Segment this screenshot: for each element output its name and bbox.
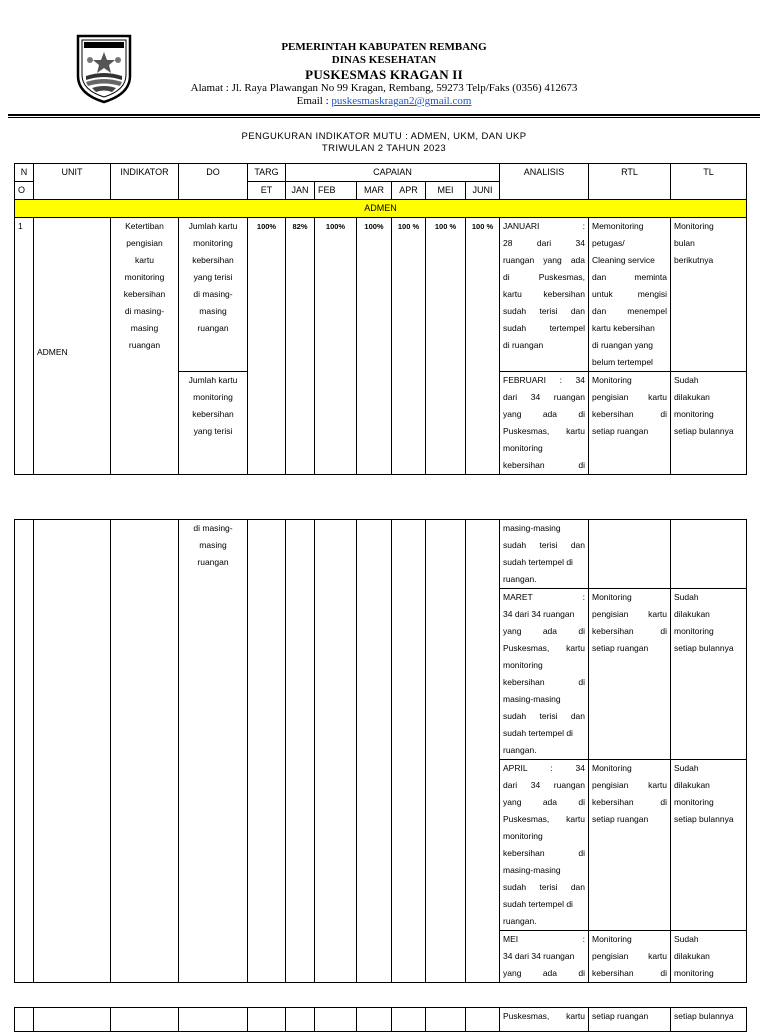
analisis-maret (500, 589, 589, 760)
header-capaian: CAPAIAN (286, 164, 500, 182)
header-do: DO (179, 164, 248, 200)
rtl-line: Monitoring (592, 934, 632, 944)
analisis-line: masing-masing (503, 694, 561, 704)
tl-line: monitoring (674, 626, 714, 636)
analisis-line: ruangan. (503, 916, 537, 926)
rtl-line: dan meminta (592, 272, 667, 282)
analisis-februari (500, 372, 589, 475)
tl-maret (671, 589, 747, 760)
analisis-line: masing-masing (503, 865, 561, 875)
cont-mei-cell (426, 1008, 466, 1032)
value-juni: 100 % (466, 218, 500, 475)
do-line: Jumlah kartu (188, 375, 238, 385)
cont-juni-cell (466, 520, 500, 983)
do-line: di masing- (193, 523, 233, 533)
letterhead-rule-thick (8, 114, 760, 116)
header-rtl: RTL (589, 164, 671, 200)
analisis-line: monitoring (503, 831, 543, 841)
header-month-apr: APR (392, 182, 426, 200)
do-line: kebersihan (192, 255, 234, 265)
document-title (0, 131, 768, 155)
tl-line: dilakukan (674, 392, 710, 402)
analisis-line: ruangan. (503, 745, 537, 755)
rtl-maret (589, 589, 671, 760)
title-line-2: TRIWULAN 2 TAHUN 2023 (321, 143, 447, 154)
tl-line: setiap bulannya (674, 643, 734, 653)
rtl-mei-cont (589, 1008, 671, 1032)
do-cell-2-cont (179, 520, 248, 983)
header-analisis: ANALISIS (500, 164, 589, 200)
value-mei: 100 % (426, 218, 466, 475)
analisis-line: kartu kebersihan (503, 289, 585, 299)
rtl-line: Monitoring (592, 763, 632, 773)
analisis-line: monitoring (503, 443, 543, 453)
analisis-mei-cont (500, 1008, 589, 1032)
header-month-mar: MAR (357, 182, 392, 200)
rtl-line: petugas/ (592, 238, 625, 248)
rtl-line: dan menempel (592, 306, 667, 316)
tl-line: Sudah (674, 375, 699, 385)
cont-target-cell (248, 1008, 286, 1032)
rtl-line: kebersihan di (592, 968, 667, 978)
analisis-line: MEI : (503, 934, 585, 944)
rtl-april (589, 760, 671, 931)
indicator-table-part-3 (14, 1007, 747, 1032)
analisis-line: dari 34 ruangan (503, 392, 585, 402)
do-line: monitoring (193, 392, 233, 402)
analisis-line: yang ada di (503, 797, 585, 807)
do-cell-2 (179, 372, 248, 475)
rtl-line: pengisian kartu (592, 780, 667, 790)
do-line: Jumlah kartu (188, 221, 238, 231)
rtl-line: pengisian kartu (592, 609, 667, 619)
do-line: di masing- (193, 289, 233, 299)
tl-line: berikutnya (674, 255, 714, 265)
cont-jan-cell (286, 1008, 315, 1032)
tl-line: setiap bulannya (674, 426, 734, 436)
tl-line: setiap bulannya (674, 814, 734, 824)
rtl-line: di ruangan yang (592, 340, 653, 350)
tl-line: Sudah (674, 763, 699, 773)
indikator-line: kebersihan (123, 289, 166, 299)
analisis-line: 28 dari 34 (503, 238, 585, 248)
rtl-line: pengisian kartu (592, 951, 667, 961)
header-target-cont: ET (248, 182, 286, 200)
analisis-line: sudah terisi dan (503, 540, 585, 550)
indikator-line: masing (130, 323, 159, 333)
facility-name: PUSKESMAS KRAGAN II (305, 67, 463, 82)
letterhead (150, 41, 618, 108)
analisis-line: sudah tertempel di (503, 728, 573, 738)
do-line: monitoring (193, 238, 233, 248)
cont-indikator-cell (111, 1008, 179, 1032)
tl-line: monitoring (674, 409, 714, 419)
email-link[interactable]: puskesmaskragan2@gmail.com (331, 95, 472, 107)
tl-april (671, 760, 747, 931)
header-no: N (15, 164, 34, 182)
rtl-line: setiap ruangan (592, 643, 649, 653)
cont-indikator-cell (111, 520, 179, 983)
rtl-line: kebersihan di (592, 626, 667, 636)
rtl-line: setiap ruangan (592, 426, 649, 436)
indicator-table-part-2 (14, 519, 747, 983)
header-month-jan: JAN (286, 182, 315, 200)
cont-target-cell (248, 520, 286, 983)
do-line: masing (199, 306, 227, 316)
analisis-januari (500, 218, 589, 372)
analisis-line: Puskesmas, kartu (503, 1011, 585, 1021)
analisis-line: sudah tertempel (503, 323, 585, 333)
tl-line: monitoring (674, 968, 714, 978)
tl-line: Sudah (674, 934, 699, 944)
rtl-mei (589, 931, 671, 983)
indikator-line: monitoring (124, 272, 165, 282)
indicator-table-part-1 (14, 163, 747, 475)
tl-line: dilakukan (674, 609, 710, 619)
department-name: DINAS KESEHATAN (331, 54, 437, 66)
analisis-line: yang ada di (503, 409, 585, 419)
address-line: Alamat : Jl. Raya Plawangan No 99 Kragan, Rembang, 59273 Telp/Faks (0356) 412673 (190, 82, 578, 94)
tl-februari (671, 372, 747, 475)
rtl-januari (589, 218, 671, 372)
analisis-april (500, 760, 589, 931)
rtl-line: kebersihan di (592, 409, 667, 419)
do-line: ruangan (197, 323, 229, 333)
do-line: yang terisi (193, 272, 233, 282)
cont-mar-cell (357, 520, 392, 983)
section-admen: ADMEN (15, 200, 747, 218)
rtl-line: setiap ruangan (592, 814, 649, 824)
analisis-line: FEBRUARI : 34 (503, 375, 585, 385)
cont-unit-cell (34, 520, 111, 983)
header-month-mei: MEI (426, 182, 466, 200)
tl-januari (671, 218, 747, 372)
do-line: yang terisi (193, 426, 233, 436)
analisis-line: kebersihan di (503, 677, 585, 687)
indikator-line: kartu (135, 255, 154, 265)
rtl-line: Cleaning service (592, 255, 655, 265)
tl-line: bulan (674, 238, 695, 248)
cont-mar-cell (357, 1008, 392, 1032)
cont-apr-cell (392, 520, 426, 983)
analisis-line: sudah terisi dan (503, 711, 585, 721)
analisis-line: ruangan. (503, 574, 537, 584)
do-cell-1 (179, 218, 248, 372)
rtl-line: untuk mengisi (592, 289, 667, 299)
analisis-line: di Puskesmas, (503, 272, 585, 282)
tl-februari-cont (671, 520, 747, 589)
analisis-line: Puskesmas, kartu (503, 814, 585, 824)
cont-jan-cell (286, 520, 315, 983)
row-number: 1 (15, 218, 34, 475)
analisis-line: Puskesmas, kartu (503, 643, 585, 653)
header-month-feb: FEB (315, 182, 357, 200)
email-line (150, 95, 618, 108)
tl-line: Sudah (674, 592, 699, 602)
analisis-line: di ruangan (503, 340, 544, 350)
analisis-line: sudah terisi dan (503, 882, 585, 892)
analisis-mei (500, 931, 589, 983)
rtl-februari-cont (589, 520, 671, 589)
value-feb: 100% (315, 218, 357, 475)
cont-no-cell (15, 520, 34, 983)
tl-line: monitoring (674, 797, 714, 807)
rtl-line: kebersihan di (592, 797, 667, 807)
rtl-line: Monitoring (592, 375, 632, 385)
unit-cell: ADMEN (34, 218, 111, 475)
analisis-line: MARET : (503, 592, 585, 602)
cont-unit-cell (34, 1008, 111, 1032)
rtl-line: kartu kebersihan (592, 323, 655, 333)
government-name: PEMERINTAH KABUPATEN REMBANG (281, 41, 487, 53)
analisis-line: JANUARI : (503, 221, 585, 231)
tl-mei-cont (671, 1008, 747, 1032)
analisis-line: sudah tertempel di (503, 557, 573, 567)
cont-feb-cell (315, 1008, 357, 1032)
analisis-line: Puskesmas, kartu (503, 426, 585, 436)
rtl-line: Monitoring (592, 592, 632, 602)
header-tl: TL (671, 164, 747, 200)
analisis-line: yang ada di (503, 626, 585, 636)
value-apr: 100 % (392, 218, 426, 475)
rembang-regency-emblem (76, 34, 132, 104)
rtl-line: setiap ruangan (592, 1011, 649, 1021)
tl-line: Monitoring (674, 221, 714, 231)
value-mar: 100% (357, 218, 392, 475)
indikator-line: Ketertiban (125, 221, 164, 231)
rtl-line: pengisian kartu (592, 392, 667, 402)
email-label: Email : (296, 95, 332, 107)
cont-no-cell (15, 1008, 34, 1032)
header-unit: UNIT (34, 164, 111, 200)
header-no-cont: O (15, 182, 34, 200)
header-indikator: INDIKATOR (111, 164, 179, 200)
analisis-line: kebersihan di (503, 460, 585, 470)
cont-juni-cell (466, 1008, 500, 1032)
letterhead-rule-thin (8, 117, 760, 118)
tl-line: dilakukan (674, 951, 710, 961)
cont-apr-cell (392, 1008, 426, 1032)
cont-do-cell (179, 1008, 248, 1032)
value-jan: 82% (286, 218, 315, 475)
analisis-line: 34 dari 34 ruangan (503, 609, 575, 619)
header-target: TARG (248, 164, 286, 182)
analisis-line: monitoring (503, 660, 543, 670)
cont-feb-cell (315, 520, 357, 983)
analisis-line: ruangan yang ada (503, 255, 585, 265)
analisis-februari-cont (500, 520, 589, 589)
title-line-1: PENGUKURAN INDIKATOR MUTU : ADMEN, UKM, DAN UKP (241, 131, 527, 142)
analisis-line: sudah terisi dan (503, 306, 585, 316)
analisis-line: 34 dari 34 ruangan (503, 951, 575, 961)
rtl-februari (589, 372, 671, 475)
tl-line: dilakukan (674, 780, 710, 790)
analisis-line: dari 34 ruangan (503, 780, 585, 790)
indikator-line: di masing- (124, 306, 165, 316)
do-line: ruangan (197, 557, 229, 567)
header-month-juni: JUNI (466, 182, 500, 200)
rtl-line: belum tertempel (592, 357, 653, 367)
indikator-line: pengisian (126, 238, 163, 248)
indikator-cell (111, 218, 179, 475)
analisis-line: masing-masing (503, 523, 561, 533)
analisis-line: APRIL : 34 (503, 763, 585, 773)
tl-line: setiap bulannya (674, 1011, 734, 1021)
indikator-line: ruangan (128, 340, 161, 350)
analisis-line: yang ada di (503, 968, 585, 978)
cont-mei-cell (426, 520, 466, 983)
target-value: 100% (248, 218, 286, 475)
do-line: kebersihan (192, 409, 234, 419)
rtl-line: Memonitoring (592, 221, 644, 231)
tl-mei (671, 931, 747, 983)
analisis-line: sudah tertempel di (503, 899, 573, 909)
analisis-line: kebersihan di (503, 848, 585, 858)
do-line: masing (199, 540, 227, 550)
